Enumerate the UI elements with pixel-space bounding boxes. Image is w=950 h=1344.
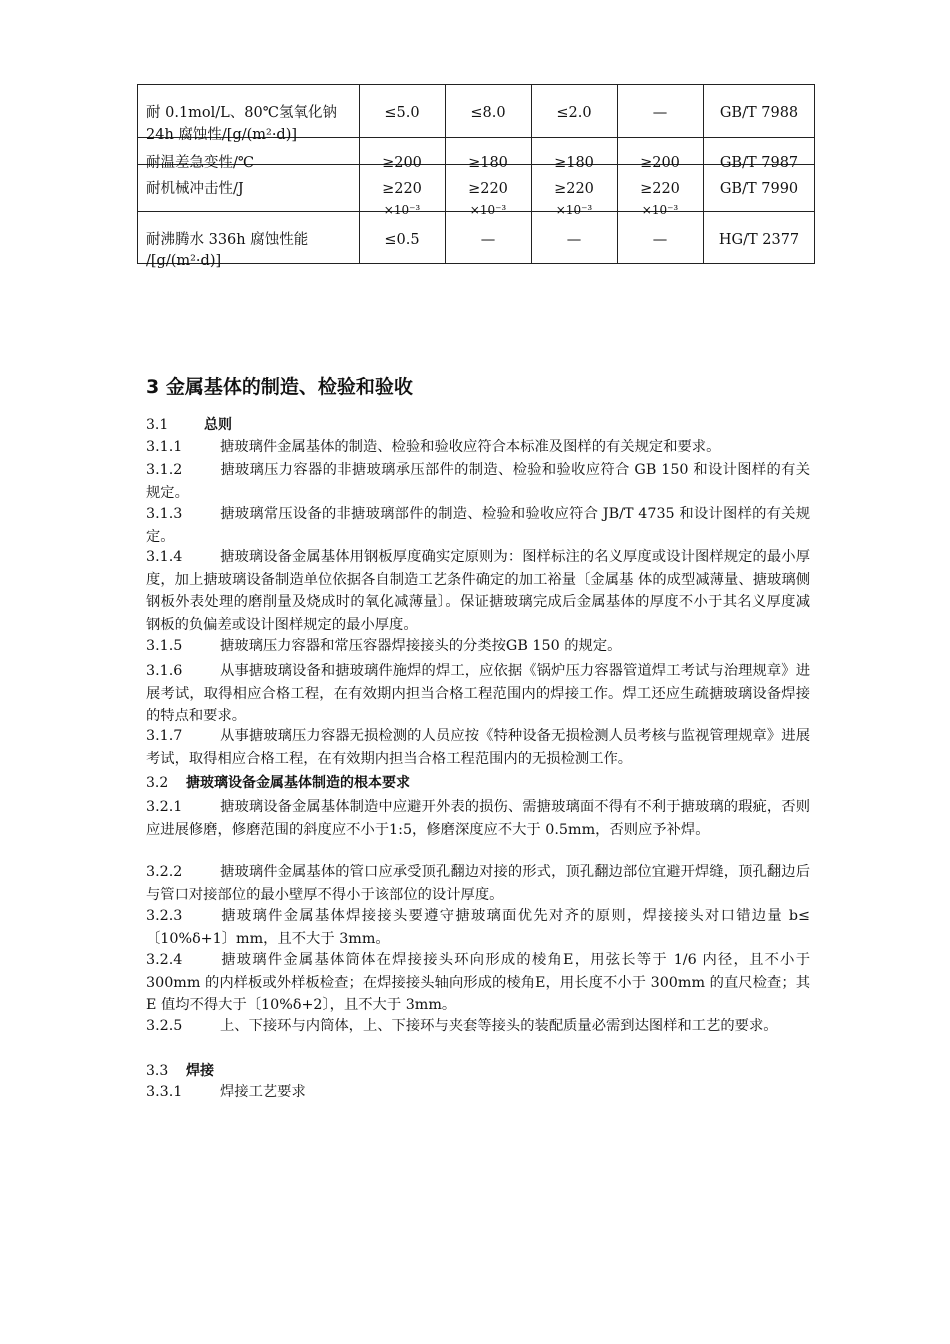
- paragraph: [146, 1015, 810, 1038]
- table-cell: 耐 0.1mol/L、80℃氢氧化钠: [146, 105, 337, 121]
- section-title: 3 金属基体的制造、检验和验收: [146, 376, 413, 398]
- subsection-heading: [146, 772, 410, 792]
- paragraph: [146, 503, 810, 548]
- clause-text: 搪玻璃设备金属基体用钢板厚度确实定原则为：图样标注的名义厚度或设计图样规定的最小厚度，加上搪玻璃设备制造单位依据各自制造工艺条件确定的加工裕量〔金属基 体的成型减薄量、搪玻璃侧钢板外表处理的磨削量及烧成时的氧化减薄量〕。保证搪玻璃完成后金属基体的厚度不小于其名义厚度减钢板的负偏差或设计图样规定的最小厚度。: [146, 549, 810, 633]
- clause-text: 搪玻璃压力容器和常压容器焊接接头的分类按GB 150 的规定。: [220, 638, 622, 654]
- clause-number: 3.2.5: [146, 1018, 183, 1034]
- table-cell: 耐机械冲击性/J: [146, 181, 244, 197]
- paragraph: [146, 459, 810, 504]
- table-cell: —: [566, 232, 582, 248]
- table-cell: 24h 腐蚀性/[g/(m²·d)]: [146, 127, 298, 143]
- spec-table: [137, 84, 815, 269]
- clause-number: 3.2.4: [146, 952, 183, 968]
- heading-number: 3.3: [146, 1063, 169, 1079]
- table-cell: GB/T 7990: [719, 181, 799, 197]
- table-cell: ×10⁻³: [383, 203, 421, 217]
- clause-number: 3.2.1: [146, 799, 183, 815]
- subsection-heading: [146, 414, 232, 434]
- table-cell: 耐沸腾水 336h 腐蚀性能: [146, 232, 309, 248]
- paragraph: [146, 546, 810, 636]
- clause-text: 从事搪玻璃压力容器无损检测的人员应按《特种设备无损检测人员考核与监视管理规章》进展考试，取得相应合格工程，在有效期内担当合格工程范围内的无损检测工作。: [146, 728, 810, 767]
- table-cell: ≥220: [468, 181, 508, 197]
- clause-text: 搪玻璃件金属基体的制造、检验和验收应符合本标准及图样的有关规定和要求。: [220, 439, 721, 455]
- subsection-heading: [146, 1060, 214, 1080]
- clause-text: 上、下接环与内筒体，上、下接环与夹套等接头的装配质量必需到达图样和工艺的要求。: [220, 1018, 778, 1034]
- table-cell: ≥180: [554, 155, 594, 171]
- clause-text: 搪玻璃常压设备的非搪玻璃部件的制造、检验和验收应符合 JB/T 4735 和设计图样的有关规定。: [146, 506, 810, 545]
- table-cell: GB/T 7987: [719, 155, 799, 171]
- clause-text: 搪玻璃设备金属基体制造中应避开外表的损伤、需搪玻璃面不得有不利于搪玻璃的瑕疵，否则应进展修磨，修磨范围的斜度应不小于1:5，修磨深度应不大于 0.5mm，否则应予补焊。: [146, 799, 810, 838]
- clause-number: 3.3.1: [146, 1084, 183, 1100]
- table-cell: ×10⁻³: [641, 203, 679, 217]
- paragraph: [146, 1081, 810, 1104]
- table-cell: ≤0.5: [384, 232, 420, 248]
- clause-number: 3.1.5: [146, 638, 183, 654]
- clause-number: 3.1.7: [146, 728, 183, 744]
- heading-text: 焊接: [186, 1063, 214, 1079]
- clause-text: 搪玻璃件金属基体的管口应承受顶孔翻边对接的形式，顶孔翻边部位宜避开焊缝，顶孔翻边后与管口对接部位的最小壁厚不得小于该部位的设计厚度。: [146, 864, 810, 903]
- heading-text: 搪玻璃设备金属基体制造的根本要求: [186, 775, 410, 791]
- table-cell: ×10⁻³: [469, 203, 507, 217]
- paragraph: [146, 796, 810, 841]
- table-cell: GB/T 7988: [719, 105, 799, 121]
- heading-number: 3.2: [146, 775, 169, 791]
- clause-text: 搪玻璃件金属基体焊接接头要遵守搪玻璃面优先对齐的原则，焊接接头对口错边量 b≤〔10%δ+1〕mm，且不大于 3mm。: [146, 908, 811, 947]
- table-rule: [138, 263, 815, 264]
- clause-number: 3.1.6: [146, 663, 183, 679]
- table-cell: ≥220: [382, 181, 422, 197]
- clause-number: 3.1.3: [146, 506, 183, 522]
- table-cell: ≥220: [554, 181, 594, 197]
- heading-number: 3.1: [146, 417, 169, 433]
- clause-number: 3.1.2: [146, 462, 183, 478]
- table-cell: ≥200: [640, 155, 680, 171]
- clause-number: 3.1.1: [146, 439, 183, 455]
- clause-number: 3.2.2: [146, 864, 183, 880]
- table-cell: ≤5.0: [384, 105, 420, 121]
- paragraph: [146, 905, 810, 950]
- clause-text: 焊接工艺要求: [220, 1084, 306, 1100]
- table-cell: ≤8.0: [470, 105, 506, 121]
- table-cell: —: [652, 232, 668, 248]
- paragraph: [146, 861, 810, 906]
- paragraph: [146, 949, 810, 1017]
- clause-text: 搪玻璃压力容器的非搪玻璃承压部件的制造、检验和验收应符合 GB 150 和设计图样的有关规定。: [146, 462, 810, 501]
- paragraph: [146, 635, 810, 658]
- table-cell: —: [480, 232, 496, 248]
- table-cell: ≥220: [640, 181, 680, 197]
- heading-text: 总则: [204, 417, 232, 433]
- paragraph: [146, 436, 810, 459]
- paragraph: [146, 660, 810, 728]
- table-cell: ≤2.0: [556, 105, 592, 121]
- table-cell: ≥180: [468, 155, 508, 171]
- table-cell: ≥200: [382, 155, 422, 171]
- table-cell: ×10⁻³: [555, 203, 593, 217]
- table-cell: HG/T 2377: [718, 232, 800, 248]
- clause-number: 3.1.4: [146, 549, 183, 565]
- table-cell: /[g/(m²·d)]: [146, 253, 222, 269]
- clause-number: 3.2.3: [146, 908, 183, 924]
- table-cell: 耐温差急变性/℃: [146, 155, 255, 171]
- clause-text: 从事搪玻璃设备和搪玻璃件施焊的焊工，应依据《锅炉压力容器管道焊工考试与治理规章》进展考试，取得相应合格工程，在有效期内担当合格工程范围内的焊接工作。焊工还应生疏搪玻璃设备焊接的特点和要求。: [146, 663, 810, 724]
- table-cell: —: [652, 105, 668, 121]
- clause-text: 搪玻璃件金属基体筒体在焊接接头环向形成的棱角E，用弦长等于 1/6 内径，且不小于 300mm 的内样板或外样板检查；在焊接接头轴向形成的棱角E，用长度不小于 300mm 的直尺检查；其E 值均不得大于〔10%δ+2〕，且不大于 3mm。: [146, 952, 810, 1013]
- paragraph: [146, 725, 810, 770]
